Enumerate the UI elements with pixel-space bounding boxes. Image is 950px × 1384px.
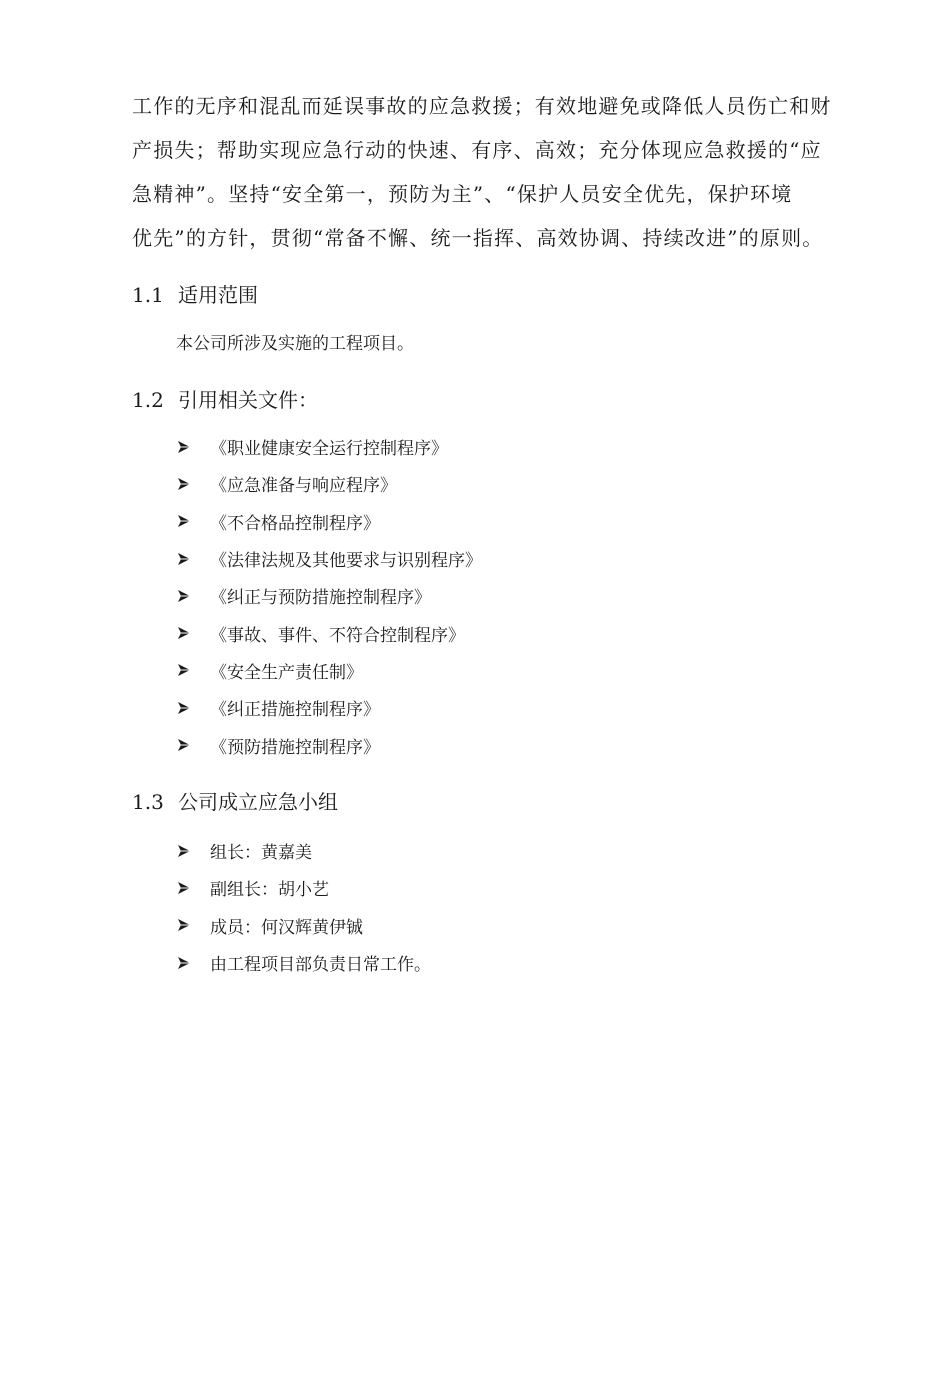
list-item-text: 副组长：胡小艺 bbox=[210, 880, 329, 901]
intro-line: 优先”的方针，贯彻“常备不懈、统一指挥、高效协调、持续改进”的原则。 bbox=[132, 226, 824, 250]
arrow-bullet-icon bbox=[176, 917, 192, 933]
list-item bbox=[176, 577, 482, 614]
section-title: 引用相关文件： bbox=[178, 388, 318, 412]
list-item-text: 《预防措施控制程序》 bbox=[210, 737, 380, 758]
section-number: 1.3 bbox=[132, 790, 164, 814]
list-item-text: 《应急准备与响应程序》 bbox=[210, 476, 397, 497]
list-item-text: 成员：何汉辉黄伊铖 bbox=[210, 917, 363, 938]
section-heading-1-3 bbox=[132, 788, 338, 816]
list-item-text: 《职业健康安全运行控制程序》 bbox=[210, 439, 448, 460]
intro-paragraph bbox=[132, 84, 860, 260]
list-item-text: 《纠正与预防措施控制程序》 bbox=[210, 588, 431, 609]
arrow-bullet-icon bbox=[176, 955, 192, 971]
list-item bbox=[176, 540, 482, 577]
section-heading-1-2 bbox=[132, 386, 318, 414]
section-heading-1-1 bbox=[132, 281, 258, 309]
arrow-bullet-icon bbox=[176, 880, 192, 896]
section-title: 公司成立应急小组 bbox=[178, 790, 338, 814]
intro-line: 工作的无序和混乱而延误事故的应急救援；有效地避免或降低人员伤亡和财 bbox=[132, 94, 832, 118]
list-item-text: 《不合格品控制程序》 bbox=[210, 513, 380, 534]
section-title: 适用范围 bbox=[178, 283, 258, 307]
arrow-bullet-icon bbox=[176, 513, 192, 529]
list-item-text: 《事故、事件、不符合控制程序》 bbox=[210, 625, 465, 646]
section-number: 1.2 bbox=[132, 388, 164, 412]
list-item bbox=[176, 689, 482, 726]
arrow-bullet-icon bbox=[176, 737, 192, 753]
list-item-text: 由工程项目部负责日常工作。 bbox=[210, 955, 431, 976]
reference-documents-list bbox=[176, 428, 482, 764]
list-item bbox=[176, 614, 482, 651]
arrow-bullet-icon bbox=[176, 439, 192, 455]
arrow-bullet-icon bbox=[176, 625, 192, 641]
section-body-1-1: 本公司所涉及实施的工程项目。 bbox=[176, 334, 414, 354]
list-item bbox=[176, 869, 431, 906]
list-item-text: 《纠正措施控制程序》 bbox=[210, 700, 380, 721]
list-item bbox=[176, 503, 482, 540]
list-item-text: 《法律法规及其他要求与识别程序》 bbox=[210, 551, 482, 572]
intro-line: 急精神”。坚持“安全第一，预防为主”、“保护人员安全优先，保护环境 bbox=[132, 182, 793, 206]
arrow-bullet-icon bbox=[176, 588, 192, 604]
list-item-text: 组长：黄嘉美 bbox=[210, 843, 312, 864]
section-number: 1.1 bbox=[132, 283, 164, 307]
arrow-bullet-icon bbox=[176, 476, 192, 492]
intro-line: 产损失；帮助实现应急行动的快速、有序、高效；充分体现应急救援的“应 bbox=[132, 138, 822, 162]
list-item bbox=[176, 907, 431, 944]
emergency-team-list bbox=[176, 832, 431, 981]
list-item-text: 《安全生产责任制》 bbox=[210, 662, 363, 683]
list-item bbox=[176, 726, 482, 763]
list-item bbox=[176, 428, 482, 465]
arrow-bullet-icon bbox=[176, 662, 192, 678]
arrow-bullet-icon bbox=[176, 551, 192, 567]
arrow-bullet-icon bbox=[176, 700, 192, 716]
list-item bbox=[176, 832, 431, 869]
list-item bbox=[176, 944, 431, 981]
list-item bbox=[176, 465, 482, 502]
arrow-bullet-icon bbox=[176, 843, 192, 859]
list-item bbox=[176, 652, 482, 689]
